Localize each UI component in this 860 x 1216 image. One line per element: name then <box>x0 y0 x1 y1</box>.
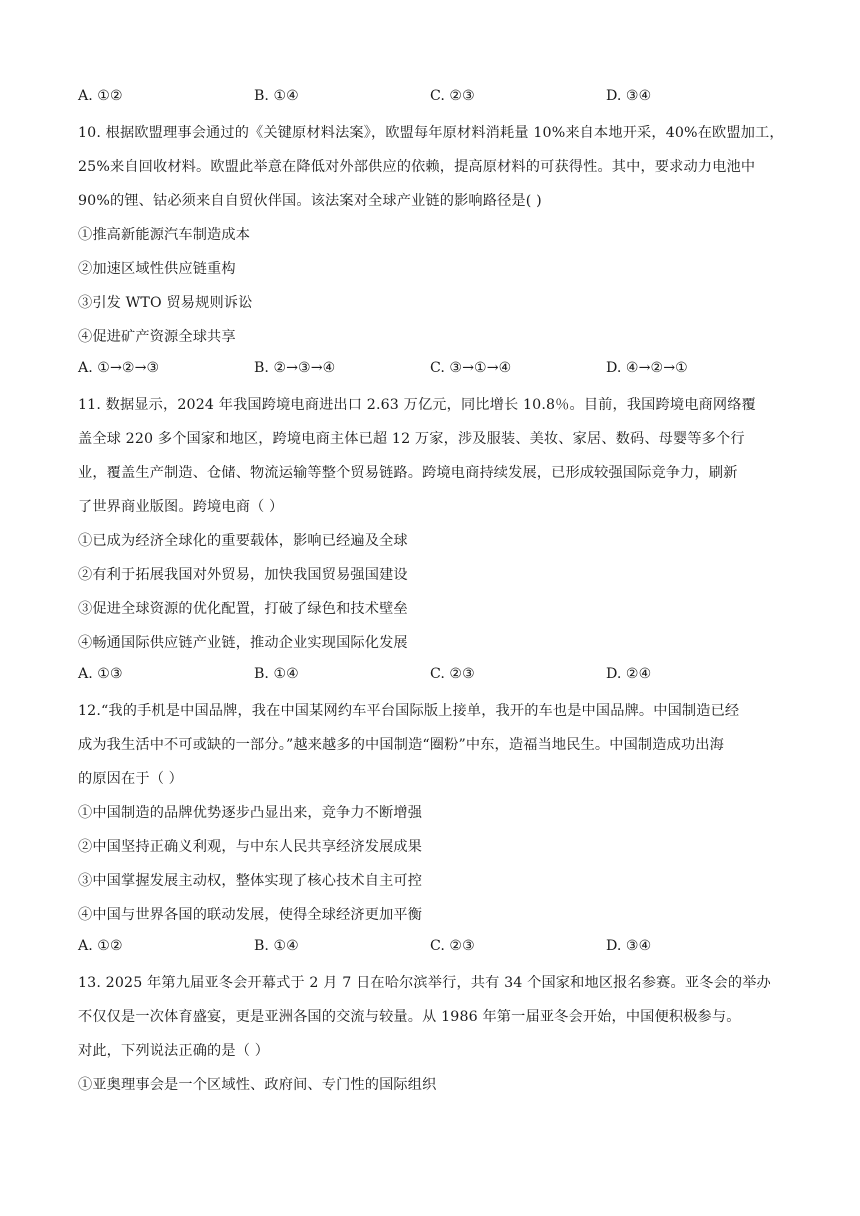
q11-stem-line-2: 盖全球 220 多个国家和地区，跨境电商主体已超 12 万家，涉及服装、美妆、家居、数码、母婴等多个行 <box>78 431 745 447</box>
q12-option-a[interactable]: A. ①② <box>78 938 123 954</box>
q11-option-c[interactable]: C. ②③ <box>430 666 475 682</box>
q12-stem-line-2: 成为我生活中不可或缺的一部分。”越来越多的中国制造“圈粉”中东，造福当地民生。中国制造成功出海 <box>78 737 724 753</box>
q12-item-1: ①中国制造的品牌优势逐步凸显出来，竞争力不断增强 <box>78 805 423 821</box>
q10-option-b[interactable]: B. ②→③→④ <box>254 360 336 376</box>
q13-stem-line-3: 对此，下列说法正确的是（ ） <box>78 1043 270 1059</box>
q9-options <box>78 88 778 108</box>
q10-option-d[interactable]: D. ④→②→① <box>606 360 688 376</box>
q10-item-3: ③引发 WTO 贸易规则诉讼 <box>78 295 253 311</box>
q11-stem-line-3: 业，覆盖生产制造、仓储、物流运输等整个贸易链路。跨境电商持续发展，已形成较强国际竞争力，刷新 <box>78 465 738 481</box>
q11-option-d[interactable]: D. ②④ <box>606 666 652 682</box>
q12-item-2: ②中国坚持正确义利观，与中东人民共享经济发展成果 <box>78 839 423 855</box>
q11-stem-line-1: 11. 数据显示，2024 年我国跨境电商进出口 2.63 万亿元，同比增长 10.8％。目前，我国跨境电商网络覆 <box>78 397 756 413</box>
q9-option-c[interactable]: C. ②③ <box>430 88 475 104</box>
q10-item-2: ②加速区域性供应链重构 <box>78 261 236 277</box>
q10-option-a[interactable]: A. ①→②→③ <box>78 360 160 376</box>
q12-option-b[interactable]: B. ①④ <box>254 938 299 954</box>
q12-option-d[interactable]: D. ③④ <box>606 938 652 954</box>
q10-item-4: ④促进矿产资源全球共享 <box>78 329 236 345</box>
q12-options <box>78 938 778 958</box>
q13-item-1: ①亚奥理事会是一个区域性、政府间、专门性的国际组织 <box>78 1077 437 1093</box>
q10-option-c[interactable]: C. ③→①→④ <box>430 360 512 376</box>
q9-option-d[interactable]: D. ③④ <box>606 88 652 104</box>
q13-stem-line-2: 不仅仅是一次体育盛宴，更是亚洲各国的交流与较量。从 1986 年第一届亚冬会开始，中国便积极参与。 <box>78 1009 741 1025</box>
q11-options <box>78 666 778 686</box>
q13-stem-line-1: 13. 2025 年第九届亚冬会开幕式于 2 月 7 日在哈尔滨举行，共有 34 个国家和地区报名参赛。亚冬会的举办 <box>78 975 771 991</box>
q12-option-c[interactable]: C. ②③ <box>430 938 475 954</box>
q11-item-3: ③促进全球资源的优化配置，打破了绿色和技术壁垒 <box>78 601 408 617</box>
q12-stem-line-3: 的原因在于（ ） <box>78 771 184 787</box>
q12-item-4: ④中国与世界各国的联动发展，使得全球经济更加平衡 <box>78 907 423 923</box>
q11-item-1: ①已成为经济全球化的重要载体，影响已经遍及全球 <box>78 533 408 549</box>
q10-stem-line-1: 10. 根据欧盟理事会通过的《关键原材料法案》，欧盟每年原材料消耗量 10%来自本地开采，40%在欧盟加工， <box>78 125 784 141</box>
q10-stem-line-2: 25%来自回收材料。欧盟此举意在降低对外部供应的依赖，提高原材料的可获得性。其中，要求动力电池中 <box>78 159 756 175</box>
q11-item-2: ②有利于拓展我国对外贸易，加快我国贸易强国建设 <box>78 567 408 583</box>
q11-option-a[interactable]: A. ①③ <box>78 666 123 682</box>
q9-option-a[interactable]: A. ①② <box>78 88 123 104</box>
q10-options <box>78 360 778 380</box>
q10-stem-line-3: 90%的锂、钴必须来自自贸伙伴国。该法案对全球产业链的影响路径是( ) <box>78 193 542 209</box>
q9-option-b[interactable]: B. ①④ <box>254 88 299 104</box>
q10-item-1: ①推高新能源汽车制造成本 <box>78 227 251 243</box>
q11-stem-line-4: 了世界商业版图。跨境电商（ ） <box>78 499 284 515</box>
q12-stem-line-1: 12.“我的手机是中国品牌，我在中国某网约车平台国际版上接单，我开的车也是中国品牌。中国制造已经 <box>78 703 740 719</box>
q12-item-3: ③中国掌握发展主动权，整体实现了核心技术自主可控 <box>78 873 423 889</box>
q11-option-b[interactable]: B. ①④ <box>254 666 299 682</box>
q11-item-4: ④畅通国际供应链产业链，推动企业实现国际化发展 <box>78 635 408 651</box>
